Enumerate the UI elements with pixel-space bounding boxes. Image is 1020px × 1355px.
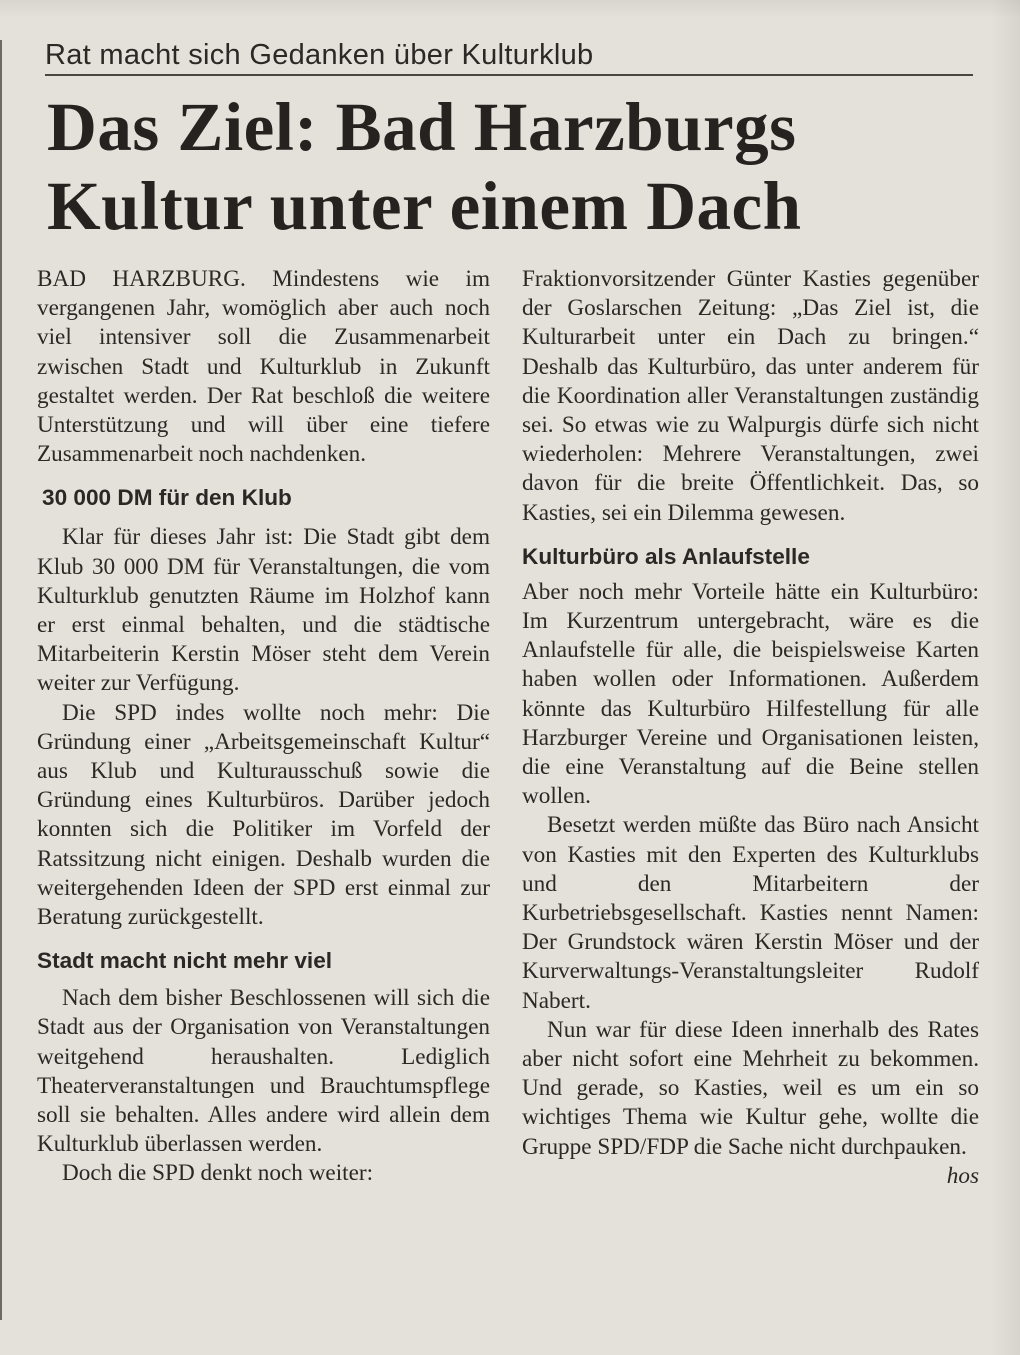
subheading-stadt-macht: Stadt macht nicht mehr viel: [37, 948, 333, 974]
intro-paragraph: BAD HARZBURG. Mindestens wie im vergangenen Jahr, womöglich aber auch noch viel intensiver soll die Zusammenarbeit zwischen Stadt und Kulturklub in Zukunft gestaltet werden. Der Rat beschloß die weitere Unterstützung und will über eine tiefere Zusammenarbeit noch nachdenken.: [37, 266, 490, 468]
article-column-right: [522, 265, 979, 1191]
article-column-left: [37, 265, 490, 1189]
body-paragraph: Nach dem bisher Beschlossenen will sich die Stadt aus der Organisation von Veranstaltungen weitgehend heraushalten. Lediglich Theaterveranstaltungen und Brauchtumspflege soll sie behalten. Alles andere wird allein dem Kulturklub überlassen werden.: [37, 985, 490, 1158]
body-paragraph: [522, 1016, 979, 1189]
body-paragraph: Klar für dieses Jahr ist: Die Stadt gibt dem Klub 30 000 DM für Veranstaltungen, die vom Kulturklub genutzten Räume im Holzhof kann er erst einmal behalten, und die städtische Mitarbeiterin Kerstin Möser steht dem Verein weiter zur Verfügung.: [37, 524, 490, 697]
body-paragraph: Aber noch mehr Vorteile hätte ein Kulturbüro: Im Kurzentrum untergebracht, wäre es die Anlaufstelle für alle, die beispielsweise Karten haben wollen oder Informationen. Außerdem könnte das Kulturbüro Hilfestellung für alle Harzburger Vereine und Organisationen leisten, die eine Veranstaltung auf die Beine stellen wollen.: [522, 578, 979, 810]
body-paragraph-text: Nun war für diese Ideen innerhalb des Rates aber nicht sofort eine Mehrheit zu bekommen. Und gerade, so Kasties, weil es um ein so wichtiges Thema wie Kultur gehe, wollte die Gruppe SPD/FDP die Sache nicht durchpauken.: [522, 1016, 979, 1160]
author-signature: hos: [946, 1162, 979, 1189]
clipping-top-edge: [0, 0, 1020, 16]
subheading-kulturbuero: Kulturbüro als Anlaufstelle: [522, 543, 810, 569]
body-paragraph: Doch die SPD denkt noch weiter:: [62, 1160, 374, 1187]
headline-line-2: Kultur unter einem Dach: [47, 168, 802, 244]
article-kicker: Rat macht sich Gedanken über Kulturklub: [45, 39, 973, 76]
article-headline: [47, 88, 947, 246]
subheading-30000-dm: 30 000 DM für den Klub: [42, 485, 292, 511]
body-paragraph: Fraktionvorsitzender Günter Kasties gegenüber der Goslarschen Zeitung: „Das Ziel ist, die Kulturarbeit unter ein Dach zu bringen.“ Deshalb das Kulturbüro, das unter anderem für die Koordination aller Veranstaltungen zuständig sei. So etwas wie zu Walpurgis dürfe sich nicht wiederholen: Mehrere Veranstaltungen, zwei davon für die breite Öffentlichkeit. Das, so Kasties, sei ein Dilemma gewesen.: [522, 266, 979, 526]
headline-line-1: Das Ziel: Bad Harzburgs: [47, 89, 797, 165]
body-paragraph: Die SPD indes wollte noch mehr: Die Gründung einer „Arbeitsgemeinschaft Kultur“ aus Klub und Kulturausschuß sowie die Gründung eines Kulturbüros. Darüber jedoch konnten sich die Politiker im Vorfeld der Ratssitzung nicht einigen. Deshalb wurden die weitergehenden Ideen der SPD erst einmal zur Beratung zurückgestellt.: [37, 699, 490, 931]
clipping-right-shadow: [990, 0, 1020, 1355]
column-rule-left: [0, 40, 8, 1320]
body-paragraph: Besetzt werden müßte das Büro nach Ansicht von Kasties mit den Experten des Kulturklubs und den Mitarbeitern der Kurbetriebsgesellschaft. Kasties nennt Namen: Der Grundstock wären Kerstin Möser und der Kurverwaltungs-Veranstaltungsleiter Rudolf Nabert.: [522, 812, 979, 1014]
